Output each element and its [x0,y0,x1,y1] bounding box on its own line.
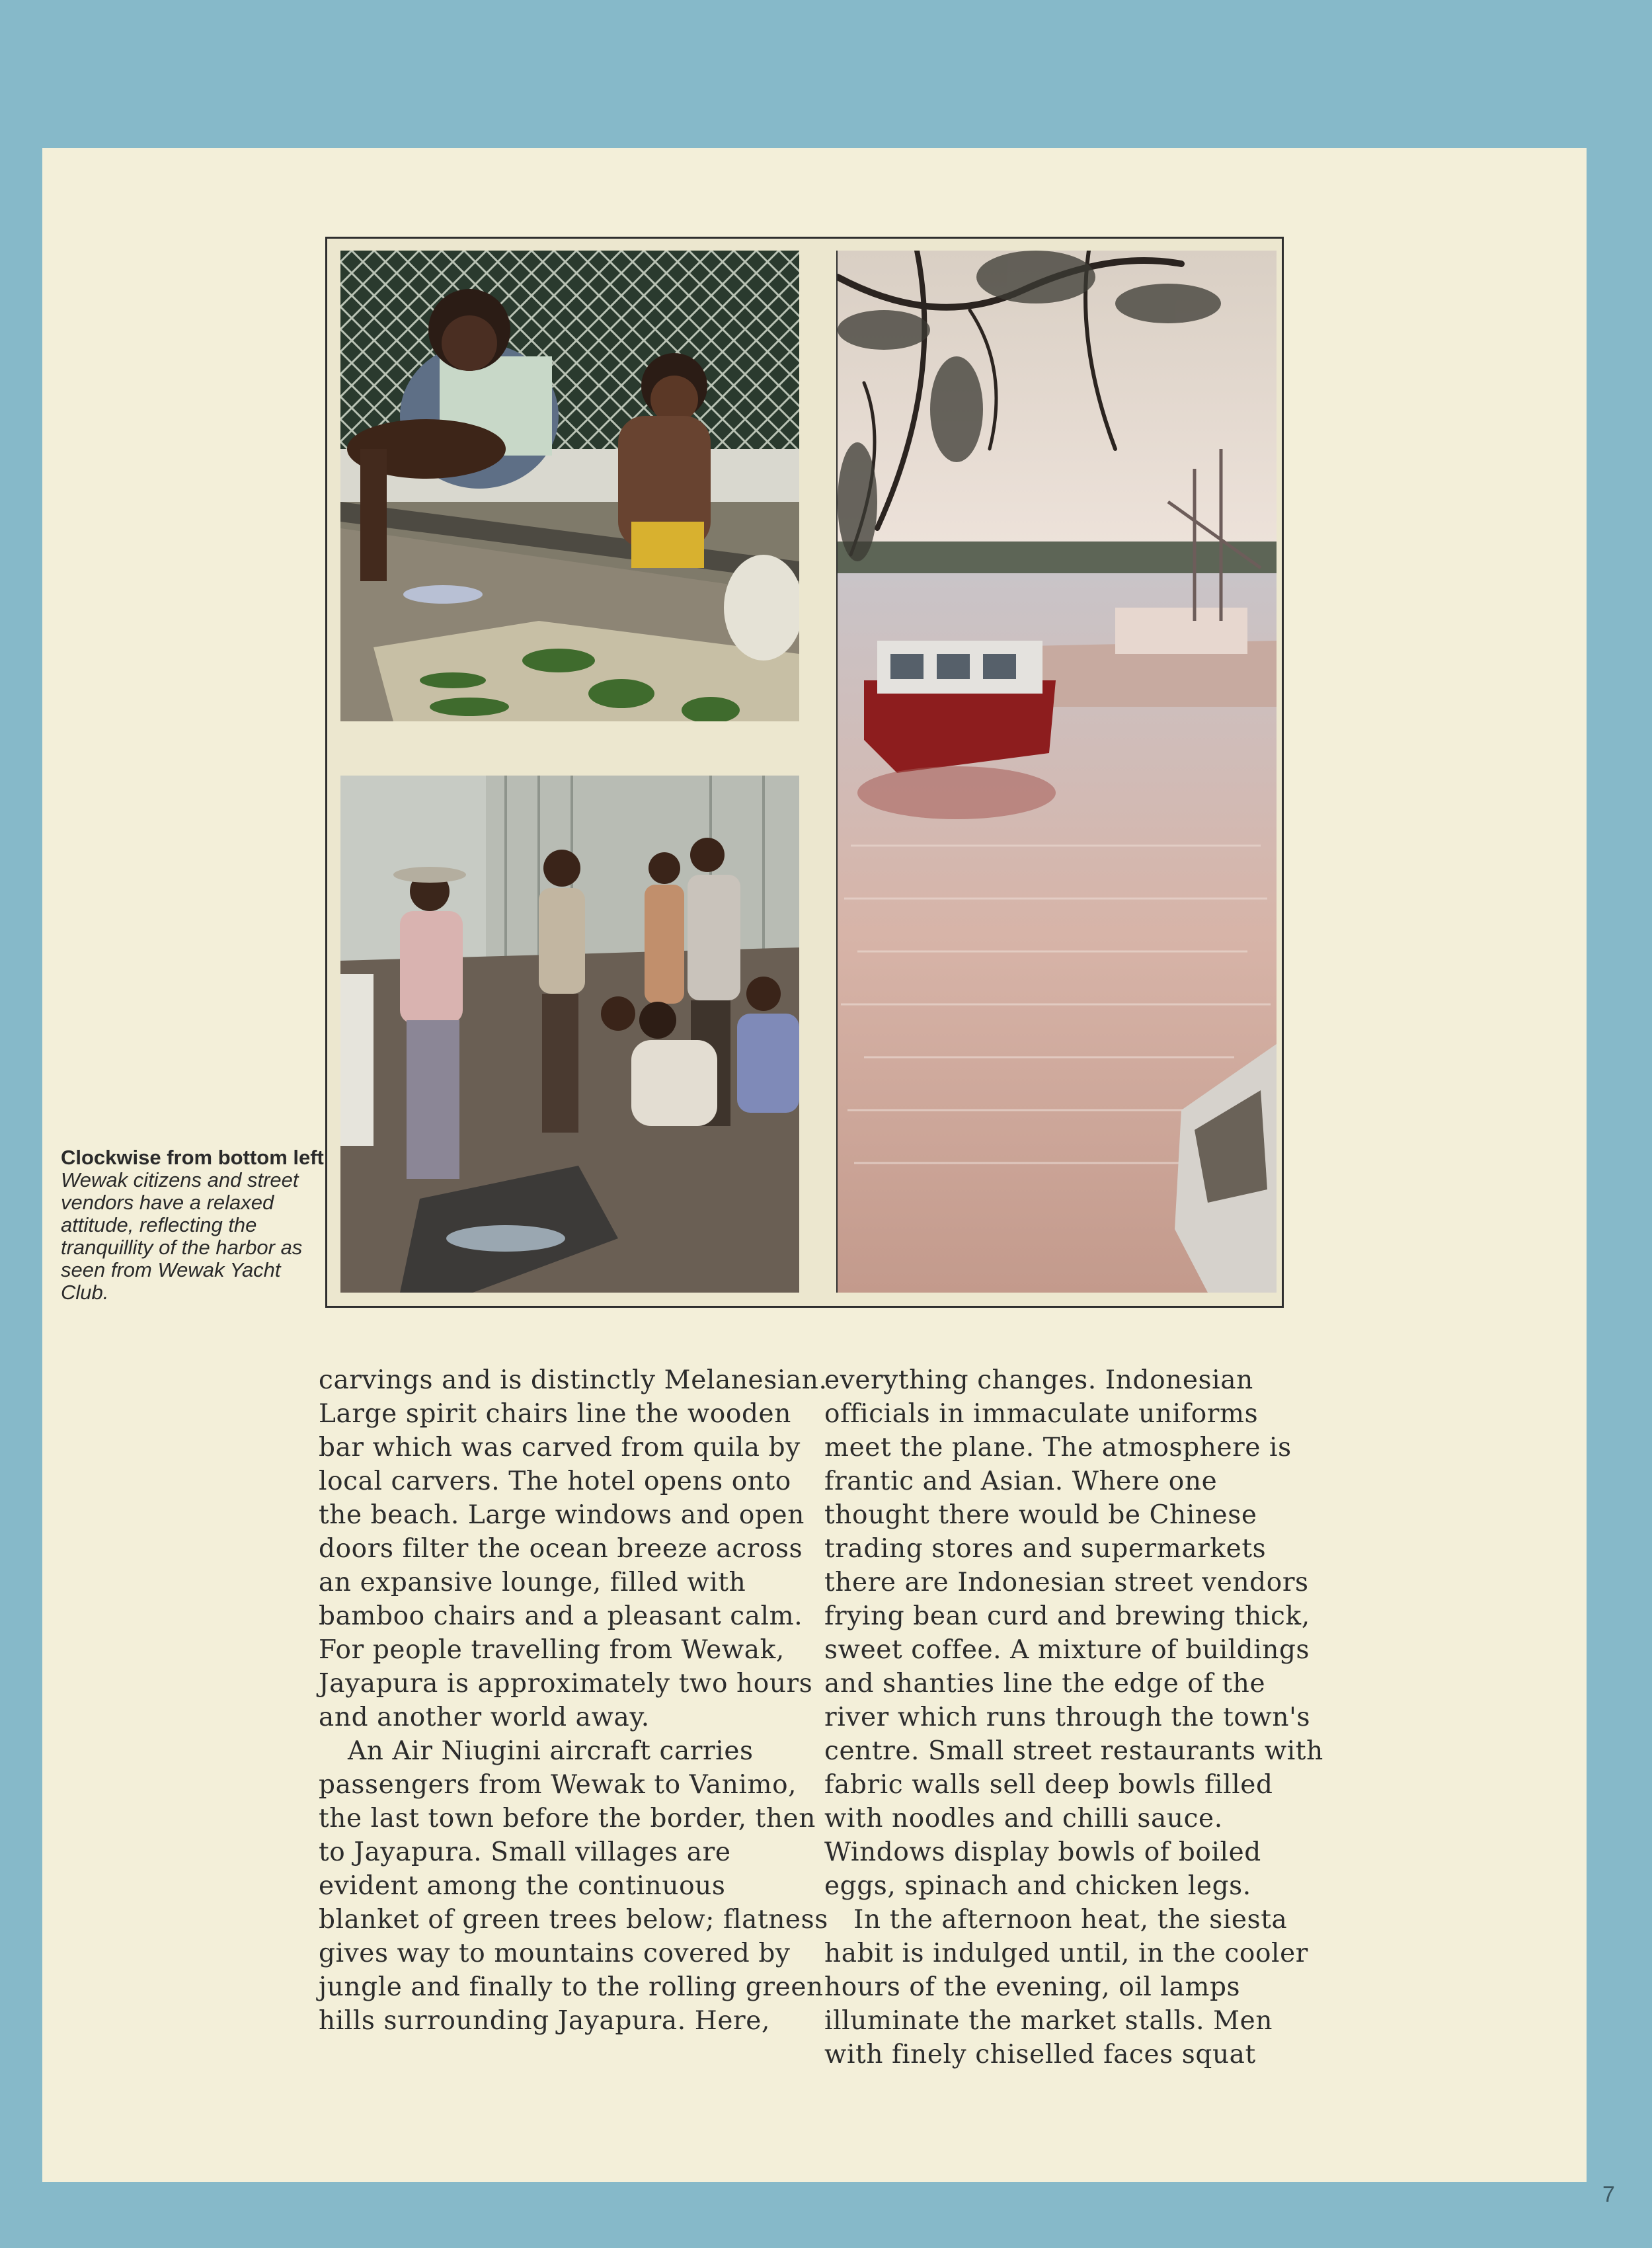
harbor-image [838,251,1277,1293]
text-column-left [319,1363,834,2038]
paragraph: carvings and is distinctly Melanesian. Large spirit chairs line the wooden bar which was carved from quila by local carvers. The hotel opens onto the beach. Large windows and open doors filter the ocean breeze across an expansive lounge, filled with bamboo chairs and a pleasant calm. For people travelling from Wewak, Jayapura is approximately two hours and another world away. [319,1365,828,1732]
magazine-page [42,148,1587,2182]
paragraph: In the afternoon heat, the siesta habit is indulged until, in the cooler hours of the evening, oil lamps illuminate the market stalls. Men with finely chiselled faces squat [824,1905,1309,2069]
photo-caption [61,1146,332,1304]
paragraph: An Air Niugini aircraft carries passengers from Wewak to Vanimo, the last town before the border, then to Jayapura. Small villages are evident among the continuous blanket of green trees below; flatness gives way to mountains covered by jungle and finally to the rolling green hills surrounding Jayapura. Here, [319,1736,828,2036]
text-column-right [824,1363,1327,2071]
photo-collage [325,237,1284,1308]
photo-street-vendors [340,251,799,721]
caption-heading: Clockwise from bottom left [61,1146,324,1169]
page-number: 7 [1602,2182,1615,2207]
caption-text: Wewak citizens and street vendors have a relaxed attitude, reflecting the tranquillity of the harbor as seen from Wewak Yacht Club. [61,1168,303,1304]
photo-wewak-harbor [836,251,1277,1293]
street-vendors-image [340,251,799,721]
wewak-citizens-image [340,776,799,1293]
paragraph: everything changes. Indonesian officials in immaculate uniforms meet the plane. The atmosphere is frantic and Asian. Where one thought there would be Chinese trading stores and supermarkets there are Indonesian street vendors frying bean curd and brewing thick, sweet coffee. A mixture of buildings and shanties line the edge of the river which runs through the town's centre. Small street restaurants with fabric walls sell deep bowls filled with noodles and chilli sauce. Windows display bowls of boiled eggs, spinach and chicken legs. [824,1365,1323,1901]
photo-wewak-citizens [340,776,799,1293]
